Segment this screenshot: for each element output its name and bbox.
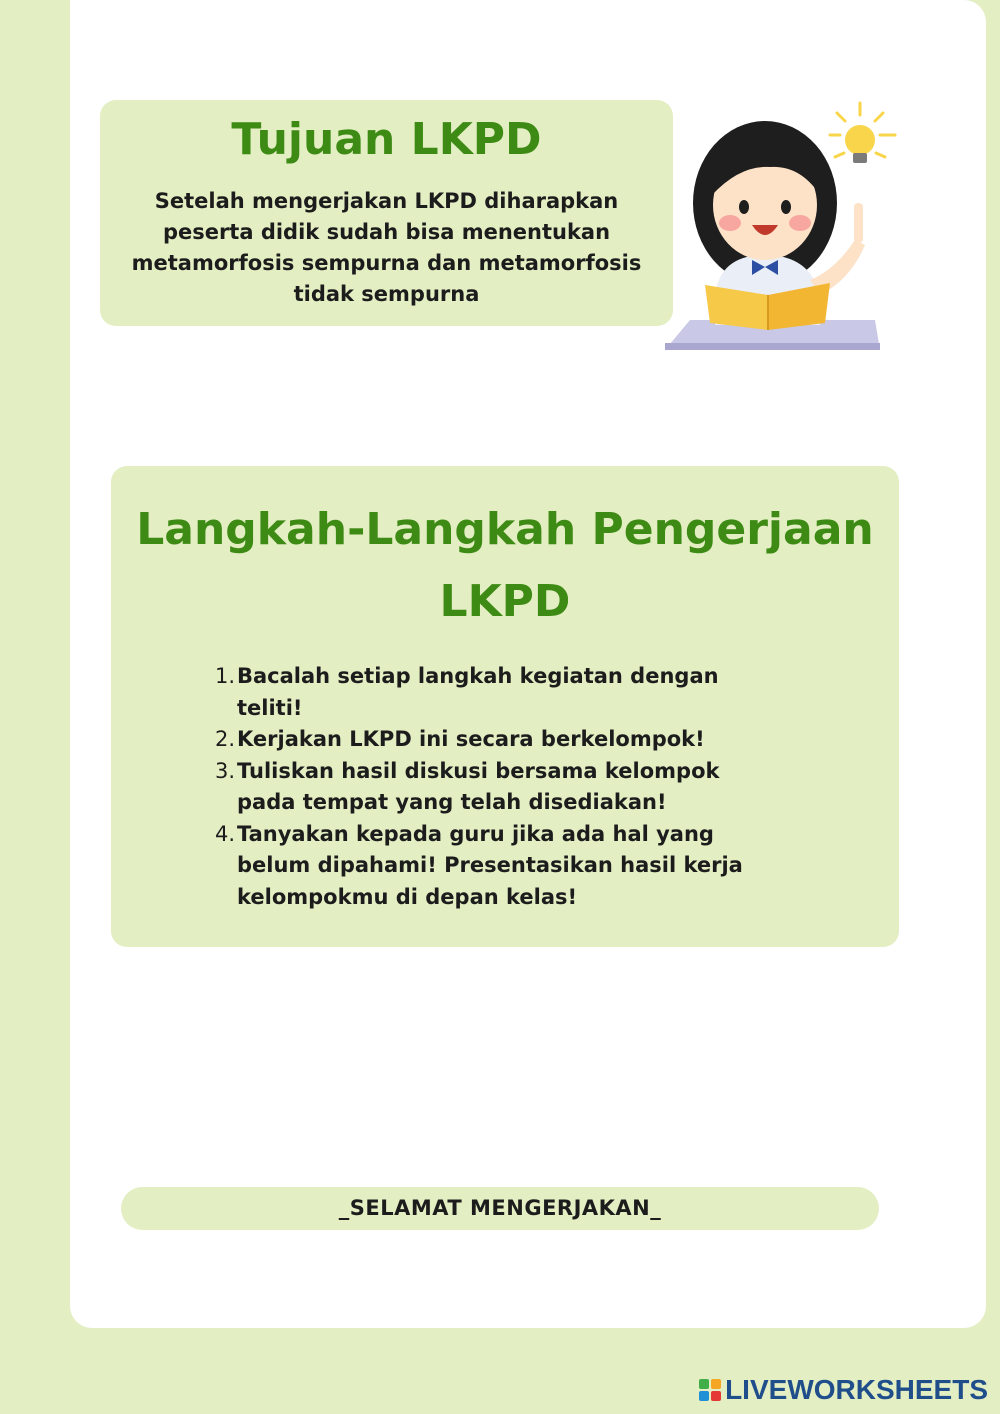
steps-list	[211, 661, 811, 913]
bulb-base	[853, 153, 867, 163]
langkah-title-line: LKPD	[439, 576, 571, 627]
right-eye	[781, 200, 791, 214]
step-number: 4.	[214, 821, 235, 846]
step-text: teliti!	[237, 695, 303, 720]
step-number: 3.	[214, 758, 235, 783]
step-text: Bacalah setiap langkah kegiatan dengan	[237, 664, 719, 688]
right-cheek	[789, 215, 811, 231]
left-cheek	[719, 215, 741, 231]
step-text: kelompokmu di depan kelas!	[237, 884, 578, 909]
tujuan-description	[114, 186, 659, 310]
langkah-title-line: Langkah-Langkah Pengerjaan	[136, 504, 874, 555]
step-item	[211, 756, 811, 819]
desk-edge	[665, 343, 880, 350]
step-text: pada tempat yang telah disediakan!	[237, 790, 667, 814]
langkah-card	[111, 466, 899, 947]
tujuan-line: peserta didik sudah bisa menentukan	[162, 220, 611, 244]
tujuan-line: metamorfosis sempurna dan metamorfosis	[131, 251, 642, 275]
footer-banner: _SELAMAT MENGERJAKAN_	[121, 1187, 879, 1230]
step-text: Tanyakan kepada guru jika ada hal yang	[237, 821, 714, 846]
light-bulb-icon	[845, 125, 875, 155]
tujuan-title: Tujuan LKPD	[231, 114, 542, 165]
step-item	[211, 661, 811, 724]
tujuan-line: Setelah mengerjakan LKPD diharapkan	[154, 189, 619, 213]
tujuan-line: tidak sempurna	[293, 282, 480, 306]
pointing-finger	[854, 203, 863, 243]
tujuan-card	[100, 100, 673, 326]
step-text: belum dipahami! Presentasikan hasil kerja	[237, 853, 743, 877]
step-text: Tuliskan hasil diskusi bersama kelompok	[237, 758, 720, 783]
step-item	[211, 724, 811, 756]
girl-reading-idea-illustration	[660, 95, 905, 355]
liveworksheets-brand[interactable]	[699, 1374, 988, 1406]
step-text: Kerjakan LKPD ini secara berkelompok!	[237, 727, 705, 751]
left-eye	[739, 200, 749, 214]
step-item	[211, 819, 811, 914]
langkah-title	[111, 494, 899, 638]
liveworksheets-logo-icon	[699, 1379, 721, 1401]
step-number: 1.	[214, 664, 235, 688]
brand-text: LIVEWORKSHEETS	[725, 1374, 988, 1405]
step-number: 2.	[214, 727, 235, 751]
